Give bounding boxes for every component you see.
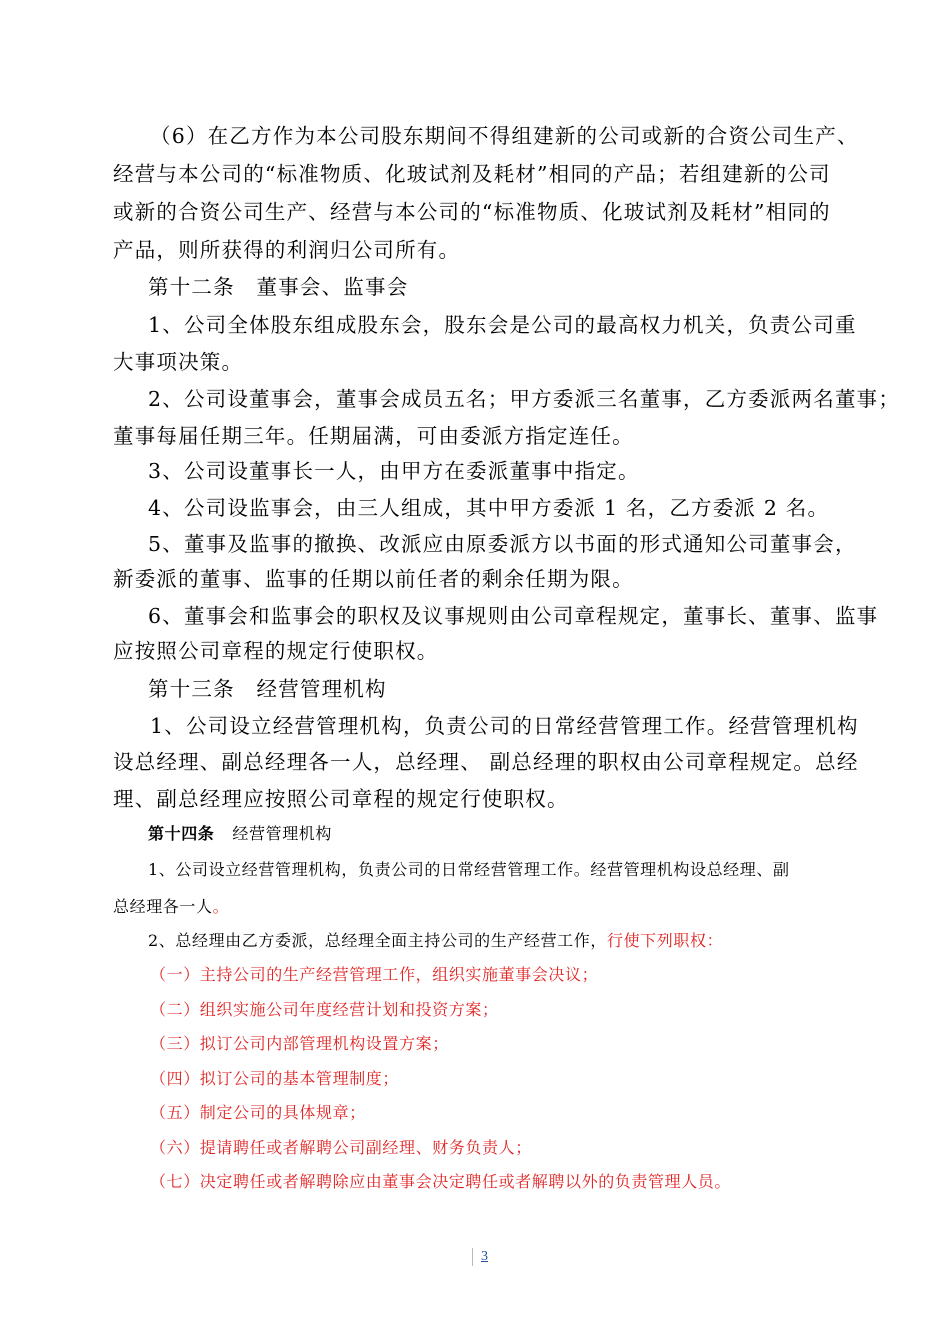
power-item: （一）主持公司的生产经营管理工作，组织实施董事会决议； xyxy=(150,965,599,984)
article-12-item-6-line-1: 6、董事会和监事会的职权及议事规则由公司章程规定，董事长、董事、监事 xyxy=(148,604,879,628)
clause-6-line-1: （6）在乙方作为本公司股东期间不得组建新的公司或新的合资公司生产、 xyxy=(150,124,859,148)
article-12-item-1-line-2: 大事项决策。 xyxy=(113,350,244,374)
article-12-item-3: 3、公司设董事长一人，由甲方在委派董事中指定。 xyxy=(148,459,640,483)
article-14-item-1-line-1: 1、公司设立经营管理机构，负责公司的日常经营管理工作。经营管理机构设总经理、副 xyxy=(148,860,790,879)
article-14-heading xyxy=(148,826,332,842)
power-item: （四）拟订公司的基本管理制度； xyxy=(150,1069,400,1088)
power-item: （三）拟订公司内部管理机构设置方案； xyxy=(150,1034,449,1053)
article-13-item-1-line-3: 理、副总经理应按照公司章程的规定行使职权。 xyxy=(113,787,569,811)
article-13-item-1-line-1: 1、公司设立经营管理机构，负责公司的日常经营管理工作。经营管理机构 xyxy=(150,714,859,738)
article-14-item-1-line-2 xyxy=(113,899,229,915)
clause-6-line-4: 产品，则所获得的利润归公司所有。 xyxy=(113,238,461,262)
article-14-item-2-text: 2、总经理由乙方委派，总经理全面主持公司的生产经营工作， xyxy=(148,931,607,950)
power-item: （六）提请聘任或者解聘公司副经理、财务负责人； xyxy=(150,1138,532,1157)
article-12-item-2-line-2: 董事每届任期三年。任期届满，可由委派方指定连任。 xyxy=(113,424,634,448)
article-12-item-1-line-1: 1、公司全体股东组成股东会，股东会是公司的最高权力机关，负责公司重 xyxy=(148,313,857,337)
article-13-heading: 第十三条 经营管理机构 xyxy=(148,677,387,701)
power-item: （五）制定公司的具体规章； xyxy=(150,1103,366,1122)
clause-6-line-3: 或新的合资公司生产、经营与本公司的“标准物质、化玻试剂及耗材”相同的 xyxy=(113,200,831,224)
article-14-item-1-text: 总经理各一人 xyxy=(113,897,213,916)
article-12-item-4: 4、公司设监事会，由三人组成，其中甲方委派 1 名，乙方委派 2 名。 xyxy=(148,496,830,520)
power-item: （二）组织实施公司年度经营计划和投资方案； xyxy=(150,1000,499,1019)
article-13-item-1-line-2: 设总经理、副总经理各一人，总经理、 副总经理的职权由公司章程规定。总经 xyxy=(113,750,859,774)
article-12-item-2-line-1: 2、公司设董事会，董事会成员五名；甲方委派三名董事，乙方委派两名董事； xyxy=(148,387,901,411)
article-14-number: 第十四条 xyxy=(148,824,215,843)
page-number[interactable]: 3 xyxy=(481,1249,488,1264)
article-12-item-6-line-2: 应按照公司章程的规定行使职权。 xyxy=(113,639,439,663)
footer-divider xyxy=(472,1248,473,1266)
power-item: （七）决定聘任或者解聘除应由董事会决定聘任或者解聘以外的负责管理人员。 xyxy=(150,1172,732,1191)
page-footer xyxy=(472,1248,488,1266)
article-14-item-2 xyxy=(148,933,723,949)
article-14-title: 经营管理机构 xyxy=(232,824,333,843)
clause-6-line-2: 经营与本公司的“标准物质、化玻试剂及耗材”相同的产品；若组建新的公司 xyxy=(113,162,831,186)
article-12-item-5-line-1: 5、董事及监事的撤换、改派应由原委派方以书面的形式通知公司董事会， xyxy=(148,532,857,556)
article-14-item-1-period: 。 xyxy=(212,897,230,916)
article-12-heading: 第十二条 董事会、监事会 xyxy=(148,275,409,299)
article-12-item-5-line-2: 新委派的董事、监事的任期以前任者的剩余任期为限。 xyxy=(113,567,634,591)
article-14-item-2-powers: 行使下列职权： xyxy=(606,931,724,950)
